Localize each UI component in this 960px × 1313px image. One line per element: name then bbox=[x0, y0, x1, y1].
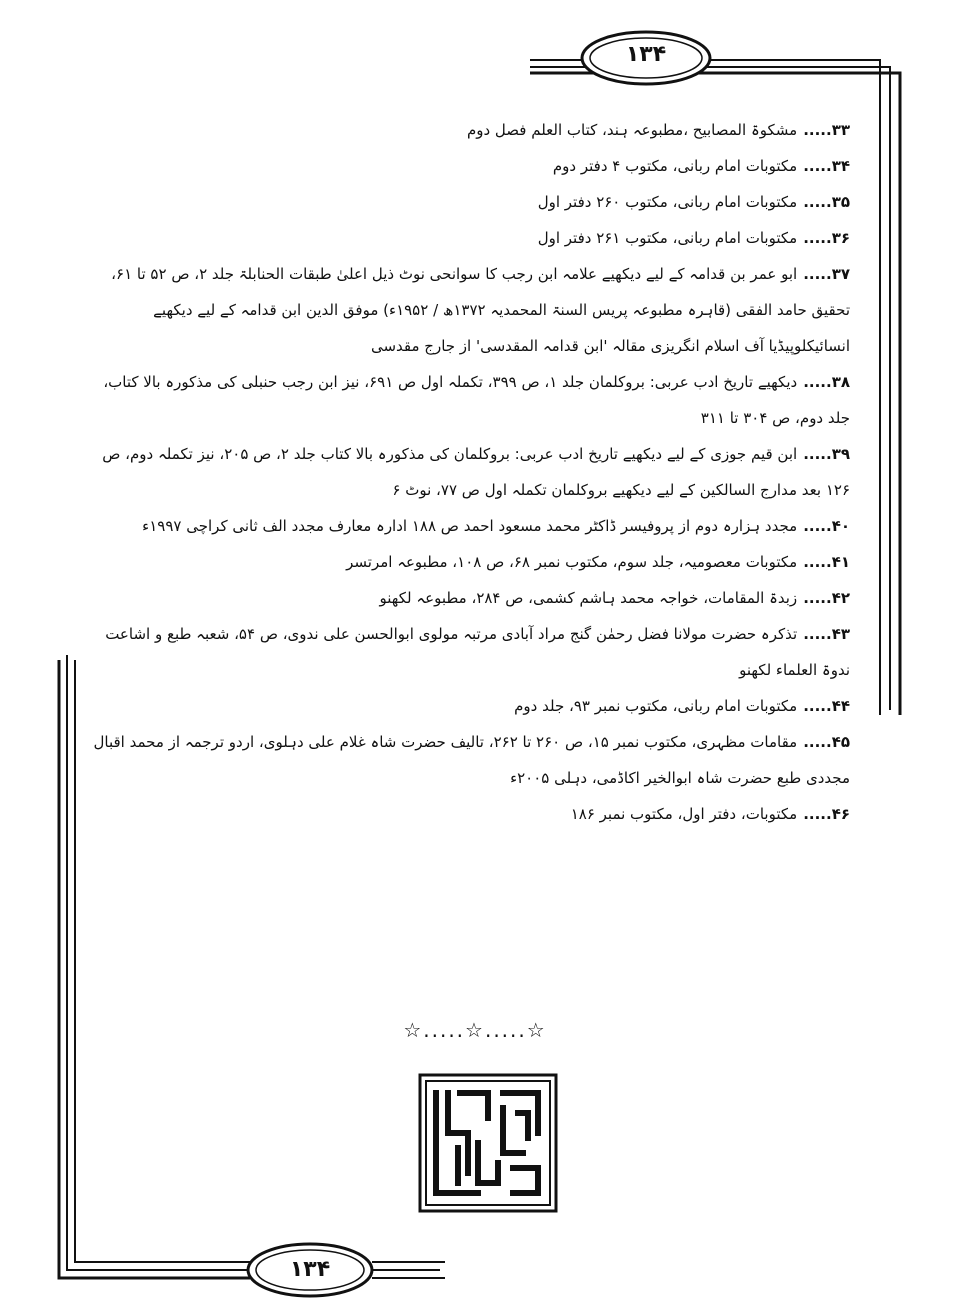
footnote-text: دیکھیے تاریخ ادب عربی: بروکلمان جلد ۱، ص ۳۹۹، تکملہ اول ص ۶۹۱، نیز ابن رجب حنبلی کی مذکورہ بالا کتاب، جلد دوم، ص ۳۰۴ تا ۳۱۱ bbox=[103, 373, 850, 427]
footnote-text: مکتوبات امام ربانی، مکتوب ۴ دفتر دوم bbox=[552, 157, 798, 175]
footnote-36 bbox=[80, 220, 850, 256]
footnote-number: ۴۶..... bbox=[803, 805, 850, 823]
footnote-37 bbox=[80, 256, 850, 364]
footnote-42 bbox=[80, 580, 850, 616]
footnote-text: مجدد ہزارہ دوم از پروفیسر ڈاکٹر محمد مسعود احمد ص ۱۸۸ ادارہ معارف مجدد الف ثانی کراچی ۱۹۹۷ء bbox=[142, 517, 798, 535]
footnote-44 bbox=[80, 688, 850, 724]
footnote-text: ابن قیم جوزی کے لیے دیکھیے تاریخ ادب عربی: بروکلمان کی مذکورہ بالا کتاب جلد ۲، ص ۲۰۵، نیز تکملہ دوم، ص ۱۲۶ بعد مدارج السالکین کے لیے دیکھیے بروکلمان تکملہ اول ص ۷۷، نوٹ ۶ bbox=[102, 445, 850, 499]
footnote-39 bbox=[80, 436, 850, 508]
footnote-41 bbox=[80, 544, 850, 580]
footnote-number: ۳۸..... bbox=[803, 373, 850, 391]
footnote-text: مقامات مظہری، مکتوب نمبر ۱۵، ص ۲۶۰ تا ۲۶۲، تالیف حضرت شاہ غلام علی دہلوی، اردو ترجمہ از محمد اقبال مجددی طبع حضرت شاہ ابوالخیر اکاڈمی، دہلی ۲۰۰۵ء bbox=[93, 733, 850, 787]
footnote-40 bbox=[80, 508, 850, 544]
section-separator: ☆.....☆.....☆ bbox=[403, 1018, 547, 1042]
footnote-text: مکتوبات امام ربانی، مکتوب نمبر ۹۳، جلد دوم bbox=[514, 697, 798, 715]
footnote-number: ۳۳..... bbox=[803, 121, 850, 139]
page-number-top: ۱۳۴ bbox=[625, 42, 667, 67]
footnote-number: ۳۴..... bbox=[803, 157, 850, 175]
square-kufic-seal-icon bbox=[418, 1073, 558, 1213]
footnote-number: ۴۲..... bbox=[803, 589, 850, 607]
footnote-list bbox=[80, 112, 850, 832]
footnote-text: ابو عمر بن قدامہ کے لیے دیکھیے علامہ ابن رجب کا سوانحی نوٹ ذیل اعلیٰ طبقات الحنابلۃ جلد ۲، ص ۵۲ تا ۶۱، تحقیق حامد الفقی (قاہرہ مطبوعہ پریس السنۃ المحمدیہ ۱۳۷۲ھ / ۱۹۵۲ء) موفق الدین ابن قدامہ کے لیے دیکھیے انسائیکلوپیڈیا آف اسلام انگریزی مقالہ 'ابن قدامہ المقدسی' از جارج مقدسی bbox=[111, 265, 850, 355]
footnote-number: ۴۱..... bbox=[803, 553, 850, 571]
footnote-text: مکتوبات امام ربانی، مکتوب ۲۶۰ دفتر اول bbox=[537, 193, 798, 211]
footnote-38 bbox=[80, 364, 850, 436]
footnote-number: ۴۵..... bbox=[803, 733, 850, 751]
footnote-43 bbox=[80, 616, 850, 688]
page-number-bottom: ۱۳۴ bbox=[289, 1257, 331, 1282]
footnote-number: ۳۷..... bbox=[803, 265, 850, 283]
footnote-text: مشکوۃ المصابیح ،مطبوعہ ہند، کتاب العلم فصل دوم bbox=[466, 121, 798, 139]
footnote-number: ۴۴..... bbox=[803, 697, 850, 715]
footnote-35 bbox=[80, 184, 850, 220]
footnote-text: مکتوبات امام ربانی، مکتوب ۲۶۱ دفتر اول bbox=[537, 229, 798, 247]
footnote-number: ۳۶..... bbox=[803, 229, 850, 247]
footnote-46 bbox=[80, 796, 850, 832]
footnote-number: ۳۹..... bbox=[803, 445, 850, 463]
footnote-number: ۴۰..... bbox=[803, 517, 850, 535]
footnote-45 bbox=[80, 724, 850, 796]
footnote-number: ۴۳..... bbox=[803, 625, 850, 643]
footnote-34 bbox=[80, 148, 850, 184]
footnote-text: مکتوبات معصومیہ، جلد سوم، مکتوب نمبر ۶۸، ص ۱۰۸، مطبوعہ امرتسر bbox=[346, 553, 798, 571]
footnote-text: زبدۃ المقامات، خواجہ محمد ہاشم کشمی، ص ۲۸۴، مطبوعہ لکھنو bbox=[379, 589, 798, 607]
footnote-33 bbox=[80, 112, 850, 148]
footnote-number: ۳۵..... bbox=[803, 193, 850, 211]
footnote-text: مکتوبات، دفتر اول، مکتوب نمبر ۱۸۶ bbox=[570, 805, 798, 823]
footnote-text: تذکرہ حضرت مولانا فضل رحمٰن گنج مراد آبادی مرتبہ مولوی ابوالحسن علی ندوی، ص ۵۴، شعبہ طبع و اشاعت ندوۃ العلماء لکھنو bbox=[105, 625, 850, 679]
